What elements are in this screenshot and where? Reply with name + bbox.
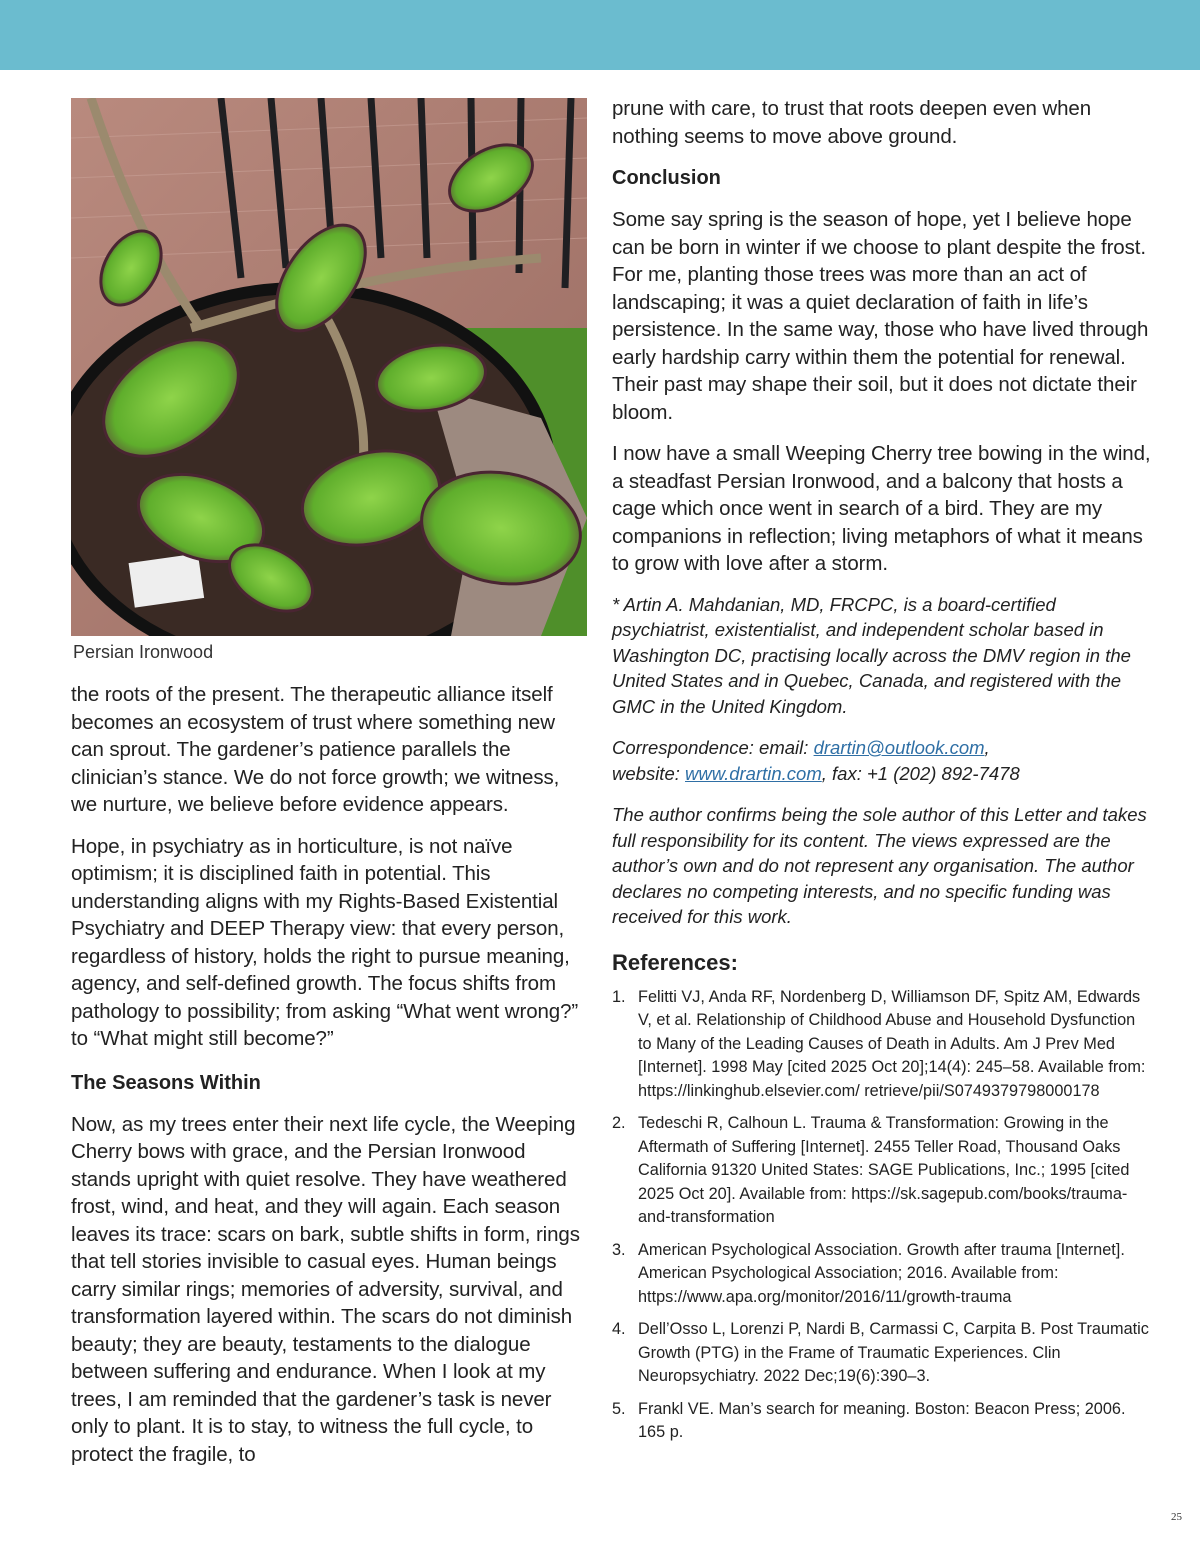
photo-caption: Persian Ironwood: [73, 642, 214, 662]
left-column: [71, 98, 587, 1482]
reference-number: 2.: [612, 1114, 626, 1132]
reference-number: 4.: [612, 1320, 626, 1338]
email-link[interactable]: drartin@outlook.com: [813, 737, 985, 758]
reference-number: 5.: [612, 1399, 626, 1418]
reference-item: [612, 1318, 1152, 1389]
website-link[interactable]: www.drartin.com: [685, 762, 822, 784]
header-band: [0, 0, 1200, 70]
author-bio: * Artin A. Mahdanian, MD, FRCPC, is a board-certified psychiatrist, existentialist, and independent scholar based in Washington DC, practising locally across the DMV region in the United States and in Quebec, Canada, and registered with the GMC in the United Kingdom.: [612, 593, 1131, 717]
page-number: 25: [1171, 1511, 1182, 1523]
body-paragraph: the roots of the present. The therapeutic alliance itself becomes an ecosystem of trust where something new can sprout. The gardener’s patience parallels the clinician’s stance. We do not force growth; we witness, we nurture, we believe before evidence appears.: [71, 683, 560, 816]
persian-ironwood-photo: [71, 98, 587, 636]
reference-item: [612, 1398, 1152, 1445]
reference-text: Tedeschi R, Calhoun L. Trauma & Transformation: Growing in the Aftermath of Suffering [Internet]. 2455 Teller Road, Thousand Oaks California 91320 United States: SAGE Publications, Inc.; 1995 [cited 2025 Oct 20]. Available from: https://sk.sagepub.com/books/trauma-and-transformation: [638, 1114, 1130, 1226]
body-paragraph: Now, as my trees enter their next life cycle, the Weeping Cherry bows with grace, and the Persian Ironwood stands upright with quiet resolve. They have weathered frost, wind, and heat, and they will again. Each season leaves its trace: scars on bark, subtle shifts in form, rings that tell stories invisible to casual eyes. Human beings carry similar rings; memories of adversity, survival, and transformation layered within. The scars do not diminish beauty; they are beauty, testaments to the dialogue between suffering and endurance. When I look at my trees, I am reminded that the gardener’s task is never only to plant. It is to stay, to witness the full cycle, to protect the fragile, to: [71, 1112, 580, 1466]
comma: ,: [984, 737, 990, 758]
section-heading-conclusion: Conclusion: [612, 167, 721, 189]
body-paragraph: prune with care, to trust that roots deepen even when nothing seems to move above ground.: [612, 97, 1092, 148]
section-heading-seasons: The Seasons Within: [71, 1071, 261, 1094]
reference-text: Frankl VE. Man’s search for meaning. Boston: Beacon Press; 2006. 165 p.: [638, 1399, 1126, 1441]
references-heading: References:: [612, 949, 738, 975]
reference-item: [612, 1239, 1152, 1310]
reference-number: 3.: [612, 1240, 626, 1259]
fax-text: , fax: +1 (202) 892-7478: [821, 762, 1020, 784]
body-paragraph: I now have a small Weeping Cherry tree bowing in the wind, a steadfast Persian Ironwood, and a balcony that hosts a cage which once went in search of a bird. They are my companions in reflection; living metaphors of what it means to grow with love after a storm.: [612, 442, 1151, 575]
reference-item: [612, 986, 1152, 1104]
reference-text: Dell’Osso L, Lorenzi P, Nardi B, Carmassi C, Carpita B. Post Traumatic Growth (PTG) in the Frame of Traumatic Experiences. Clin Neuropsychiatry. 2022 Dec;19(6):390–3.: [638, 1320, 1149, 1385]
right-column: [612, 95, 1152, 1454]
references-list: [612, 986, 1152, 1445]
correspondence: [612, 735, 1152, 786]
reference-number: 1.: [612, 987, 626, 1006]
reference-text: American Psychological Association. Growth after trauma [Internet]. American Psychological Association; 2016. Available from: https://www.apa.org/monitor/2016/11/growth-trauma: [638, 1240, 1125, 1306]
potted-plant-icon: [71, 98, 587, 636]
reference-text: Felitti VJ, Anda RF, Nordenberg D, Williamson DF, Spitz AM, Edwards V, et al. Relationship of Childhood Abuse and Household Dysfunction to Many of the Leading Causes of Death in Adults. Am J Prev Med [Internet]. 1998 May [cited 2025 Oct 20];14(4): 245–58. Available from: https://linkinghub.elsevier.com/ retrieve/pii/S0749379798000178: [638, 987, 1146, 1100]
correspondence-label: Correspondence: email:: [612, 737, 814, 758]
disclaimer: The author confirms being the sole author of this Letter and takes full responsibility for its content. The views expressed are the author’s own and do not represent any organisation. The author declares no competing interests, and no specific funding was received for this work.: [612, 804, 1147, 927]
body-paragraph: Some say spring is the season of hope, yet I believe hope can be born in winter if we choose to plant despite the frost. For me, planting those trees was more than an act of landscaping; it was a quiet declaration of faith in life’s persistence. In the same way, those who have lived through early hardship carry within them the potential for renewal. Their past may shape their soil, but it does not dictate their bloom.: [612, 208, 1149, 424]
reference-item: [612, 1112, 1152, 1230]
body-paragraph: Hope, in psychiatry as in horticulture, is not naïve optimism; it is disciplined faith in potential. This understanding aligns with my Rights-Based Existential Psychiatry and DEEP Therapy view: that every person, regardless of history, holds the right to pursue meaning, agency, and self-defined growth. The focus shifts from pathology to possibility; from asking “What went wrong?” to “What might still become?”: [71, 834, 579, 1050]
website-label: website:: [612, 762, 686, 784]
